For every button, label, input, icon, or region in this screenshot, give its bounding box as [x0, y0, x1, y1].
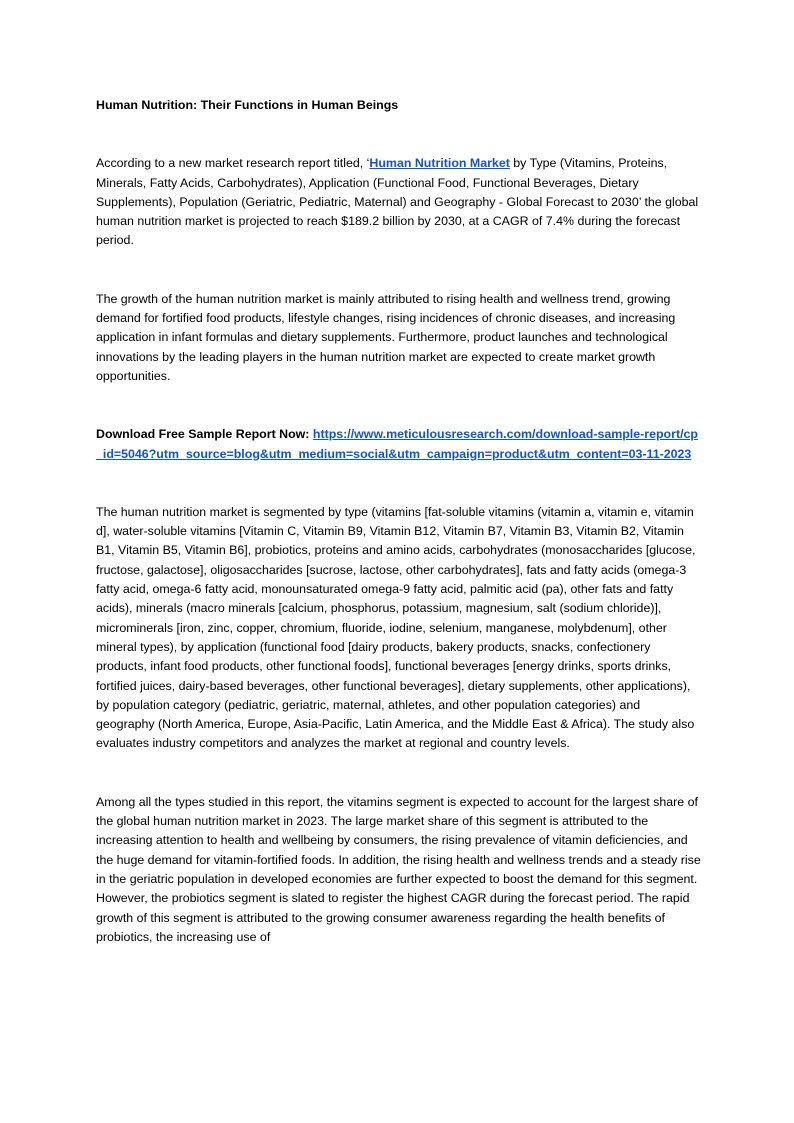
intro-suffix: by Type (Vitamins, Proteins, Minerals, Fatty Acids, Carbohydrates), Application (Functional Food, Functional Beverages, Dietary Supplements), Population (Geriatric, Pediatric, Maternal) and Geography - Global Forecast to 2030’ the global human nutrition market is projected to reach $189.2 billion by 2030, at a CAGR of 7.4% during the forecast period. — [96, 156, 699, 248]
spacer — [96, 115, 701, 154]
download-label: Download Free Sample Report Now: — [96, 427, 313, 442]
segmentation-paragraph: The human nutrition market is segmented by type (vitamins [fat-soluble vitamins (vitamin a, vitamin e, vitamin d], water-soluble vitamins [Vitamin C, Vitamin B9, Vitamin B12, Vitamin B7, Vitamin B3, Vitamin B2, Vitamin B1, Vitamin B5, Vitamin B6], probiotics, proteins and amino acids, carbohydrates (monosaccharides [glucose, fructose, galactose], oligosaccharides [sucrose, lactose, other carbohydrates], fats and fatty acids (omega-3 fatty acid, omega-6 fatty acid, monounsaturated omega-9 fatty acid, palmitic acid (pa), other fats and fatty acids), minerals (macro minerals [calcium, phosphorus, potassium, magnesium, salt (sodium chloride)], microminerals [iron, zinc, copper, chromium, fluoride, iodine, selenium, manganese, molybdenum], other mineral types), by application (functional food [dairy products, bakery products, snacks, confectionery products, infant food products, other functional foods], functional beverages [energy drinks, sports drinks, fortified juices, dairy-based beverages, other functional beverages], dietary supplements, other applications), by population category (pediatric, geriatric, maternal, athletes, and other population categories) and geography (North America, Europe, Asia-Pacific, Latin America, and the Middle East & Africa). The study also evaluates industry competitors and analyzes the market at regional and country levels. — [96, 504, 696, 751]
document-page — [96, 96, 701, 947]
vitamins-segment-paragraph: Among all the types studied in this report, the vitamins segment is expected to account for the largest share of the global human nutrition market in 2023. The large market share of this segment is attributed to the increasing attention to health and wellbeing by consumers, the rising prevalence of vitamin deficiencies, and the huge demand for vitamin-fortified foods. In addition, the rising health and wellness trends and a steady rise in the geriatric population in developed economies are further expected to boost the demand for this segment. However, the probiotics segment is slated to register the highest CAGR during the forecast period. The rapid growth of this segment is attributed to the growing consumer awareness regarding the health benefits of probiotics, the increasing use of — [96, 794, 701, 944]
spacer — [96, 251, 701, 290]
spacer — [96, 386, 701, 425]
spacer — [96, 464, 701, 503]
download-paragraph — [96, 425, 701, 464]
human-nutrition-market-link[interactable]: Human Nutrition Market — [369, 156, 510, 171]
spacer — [96, 754, 701, 793]
intro-paragraph — [96, 154, 701, 250]
intro-prefix: According to a new market research report titled, ‘ — [96, 156, 370, 171]
download-sample-link[interactable]: https://www.meticulousresearch.com/download-sample-report/cp_id=5046?utm_source=blog&utm_medium=social&utm_campaign=product&utm_content=03-11-2023 — [96, 427, 698, 461]
page-title: Human Nutrition: Their Functions in Human Beings — [96, 98, 399, 112]
growth-paragraph: The growth of the human nutrition market is mainly attributed to rising health and wellness trend, growing demand for fortified food products, lifestyle changes, rising incidences of chronic diseases, and increasing application in infant formulas and dietary supplements. Furthermore, product launches and technological innovations by the leading players in the human nutrition market are expected to create market growth opportunities. — [96, 291, 676, 383]
